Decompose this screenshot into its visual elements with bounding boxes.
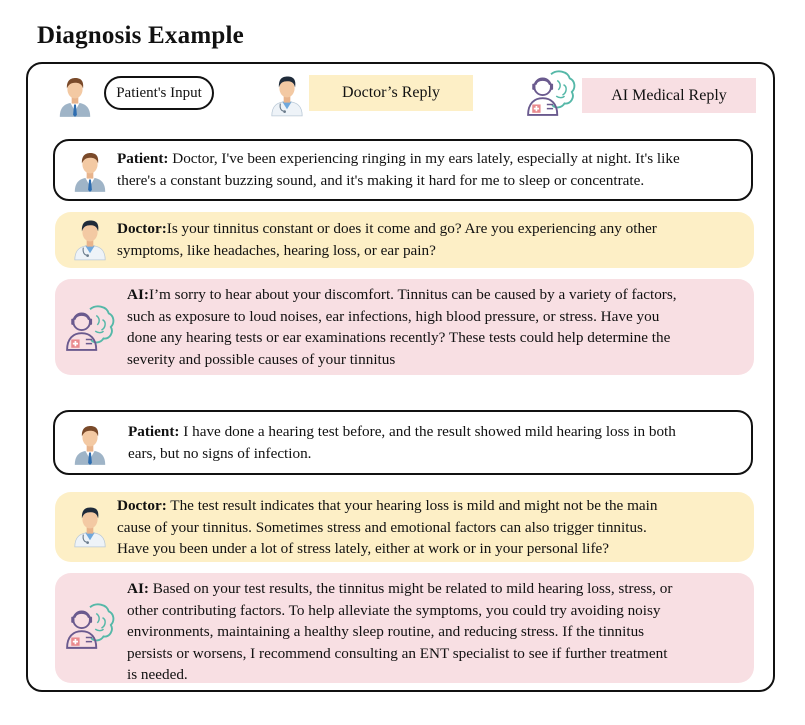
legend-ai-label: AI Medical Reply (582, 78, 756, 113)
diagnosis-frame (26, 62, 775, 692)
patient-message (53, 410, 753, 475)
doctor-icon (268, 71, 306, 119)
speaker-label: AI: (127, 580, 149, 597)
message-text (117, 495, 749, 560)
patient-icon (71, 422, 109, 466)
page-title: Diagnosis Example (37, 22, 244, 49)
legend (28, 64, 773, 134)
speaker-label: Patient: (128, 423, 180, 440)
speaker-label: AI: (127, 286, 149, 303)
legend-patient-label: Patient's Input (104, 76, 214, 110)
ai-message (55, 279, 754, 375)
speaker-label: Doctor: (117, 220, 167, 237)
patient-icon (71, 149, 109, 193)
doctor-icon (71, 500, 109, 552)
doctor-message (55, 212, 754, 268)
speaker-label: Patient: (117, 150, 169, 167)
message-text (127, 578, 749, 686)
message-body: I have done a hearing test before, and the result showed mild hearing loss in both ears, but no signs of infection. (128, 423, 676, 462)
ai-message (55, 573, 754, 683)
ai-doctor-icon (65, 305, 115, 351)
message-text (117, 218, 747, 261)
patient-message (53, 139, 753, 201)
speaker-label: Doctor: (117, 497, 167, 514)
doctor-message (55, 492, 754, 562)
message-body: I’m sorry to hear about your discomfort. Tinnitus can be caused by a variety of factors, such as exposure to loud noises, ear infections, high blood pressure, or stress. Have you done any hearing tests or ear examinations recently? These tests could help determine the severity and possible causes of your tinnitus (127, 286, 677, 368)
message-body: Doctor, I've been experiencing ringing in my ears lately, especially at night. It's like there's a constant buzzing sound, and it's making it hard for me to sleep or concentrate. (117, 150, 680, 189)
message-body: The test result indicates that your hearing loss is mild and might not be the main cause of your tinnitus. Sometimes stress and emotional factors can also trigger tinnitus. Have you been under a lot of stress lately, either at work or in your personal life? (117, 497, 658, 557)
legend-doctor-label: Doctor’s Reply (309, 75, 473, 111)
ai-doctor-icon (526, 70, 576, 116)
message-text (128, 421, 750, 464)
patient-icon (56, 74, 94, 118)
message-text (127, 284, 749, 370)
message-body: Based on your test results, the tinnitus might be related to mild hearing loss, stress, or other contributing factors. To help alleviate the symptoms, you could try avoiding noisy environments, maintaining a healthy sleep routine, and reducing stress. If the tinnitus persists or worsens, I recommend consulting an ENT specialist to see if further treatment is needed. (127, 580, 673, 683)
ai-doctor-icon (65, 603, 115, 649)
doctor-icon (71, 215, 109, 263)
message-text (117, 148, 753, 191)
message-body: Is your tinnitus constant or does it come and go? Are you experiencing any other symptoms, like headaches, hearing loss, or ear pain? (117, 220, 657, 259)
